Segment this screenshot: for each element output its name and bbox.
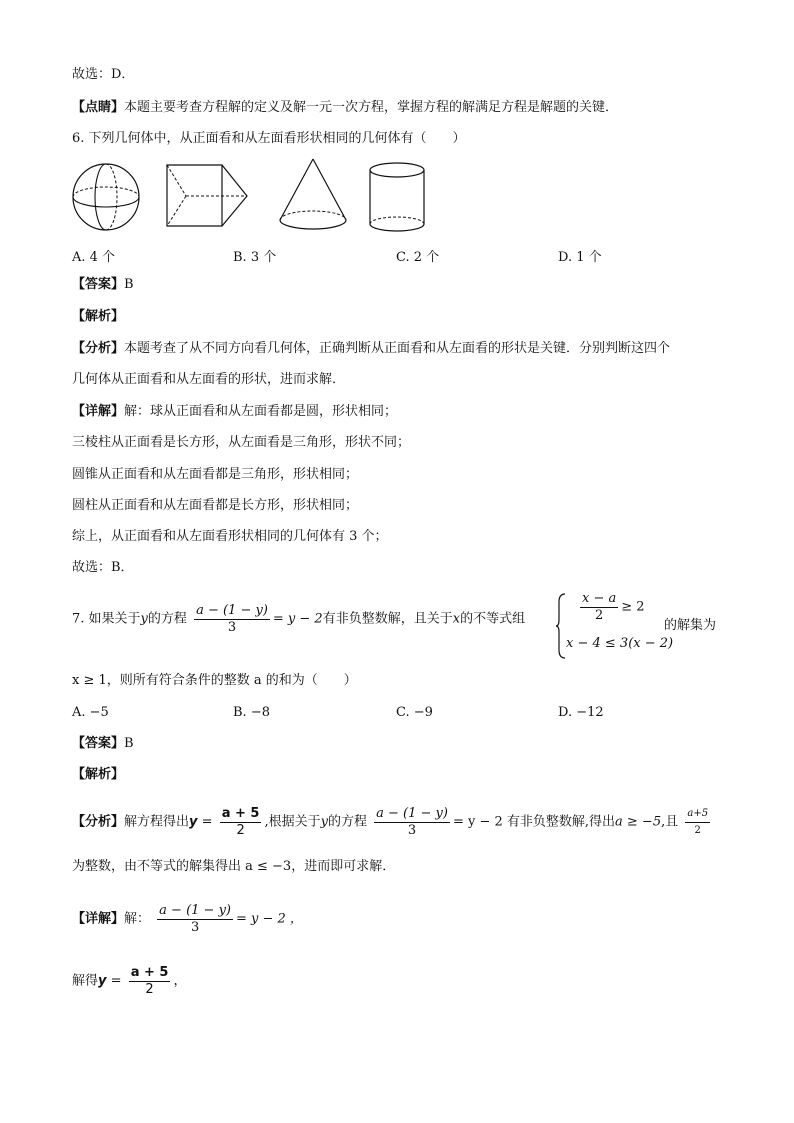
analysis-7-line-1 — [72, 806, 713, 838]
question-6: 6. 下列几何体中，从正面看和从左面看形状相同的几何体有（ ） — [72, 131, 466, 146]
equals-sign: = — [110, 973, 122, 989]
q7-text: 的方程 — [147, 611, 187, 627]
q7-suffix: 的解集为 — [664, 618, 717, 633]
answer-line — [72, 736, 134, 752]
option-c: C. −9 — [396, 705, 433, 720]
fraction-numerator: a + 5 — [221, 806, 260, 821]
fraction-denominator: 2 — [145, 982, 154, 997]
option-a: A. 4 个 — [72, 250, 116, 265]
fraction-denominator: 2 — [594, 608, 604, 623]
system-line-2: x − 4 ≤ 3(x − 2) — [566, 636, 674, 651]
option-a: A. −5 — [72, 705, 109, 720]
fraction-numerator: a − (1 − y) — [376, 806, 448, 821]
fraction-numerator: a − (1 − y) — [159, 903, 231, 918]
fraction-denominator: 2 — [236, 823, 245, 838]
analysis-line-2: 几何体从正面看和从左面看的形状，进而求解． — [72, 372, 346, 387]
q7-equation-fraction — [194, 603, 270, 635]
detail-text: ， — [173, 973, 187, 989]
answer-value: B — [124, 736, 134, 751]
fraction-denominator: 3 — [227, 620, 237, 635]
cone-figure — [276, 156, 350, 236]
option-c: C. 2 个 — [396, 250, 440, 265]
detail-line-5: 综上，从正面看和从左面看形状相同的几何体有 3 个； — [72, 529, 388, 544]
analysis-text: ,根据关于 — [264, 814, 321, 830]
analysis-text: 解方程得出 — [124, 814, 190, 830]
analysis-line-1 — [72, 341, 670, 357]
sphere-figure — [70, 160, 144, 234]
condition: a ≥ −5 — [615, 814, 662, 830]
detail-text: 解：球从正面看和从左面看都是圆，形状相同； — [124, 404, 398, 419]
q7-equation-rhs: = y − 2 — [272, 611, 323, 627]
label-jiexi: 【解析】 — [72, 767, 125, 782]
detail-line-2: 三棱柱从正面看是长方形，从左面看是三角形，形状不同； — [72, 435, 411, 450]
option-b: B. −8 — [233, 705, 270, 720]
detail-line-4: 圆柱从正面看和从左面看都是长方形，形状相同； — [72, 498, 359, 513]
analysis-text: = y − 2 有非负整数解,得出 — [452, 814, 616, 830]
analysis-text: ,且 — [661, 814, 679, 830]
cylinder-figure — [366, 160, 428, 236]
label-detail: 【详解】 — [72, 404, 125, 419]
q7-text: 7. 如果关于 — [72, 611, 141, 627]
fraction — [374, 806, 450, 838]
fraction-denominator: 3 — [190, 920, 200, 935]
detail-line-3: 圆锥从正面看和从左面看都是三角形，形状相同； — [72, 467, 359, 482]
question-7-line-2: x ≥ 1，则所有符合条件的整数 a 的和为（ ） — [72, 673, 357, 688]
label-dianjing: 【点睛】 — [72, 100, 125, 115]
option-b: B. 3 个 — [233, 250, 277, 265]
comment-line — [72, 100, 618, 116]
detail-7-line-1 — [72, 903, 303, 935]
analysis-text: 的方程 — [327, 814, 367, 830]
system-rhs: ≥ 2 — [621, 599, 645, 615]
var-y: y — [98, 973, 107, 989]
fraction-numerator: a + 5 — [130, 965, 169, 980]
text-line: 故选：D． — [72, 67, 135, 82]
system-fraction — [580, 591, 618, 623]
answer-value: B — [124, 277, 134, 292]
comment-text: 本题主要考查方程解的定义及解一元一次方程，掌握方程的解满足方程是解题的关键． — [124, 100, 619, 115]
label-answer: 【答案】 — [72, 736, 125, 751]
fraction — [685, 806, 710, 838]
q7-text: 的不等式组 — [460, 611, 526, 627]
var-y: y — [320, 814, 328, 830]
detail-7-line-2 — [72, 965, 186, 997]
analysis-7-line-2: 为整数，由不等式的解集得出 a ≤ −3，进而即可求解． — [72, 859, 396, 874]
var-y: y — [189, 814, 198, 830]
analysis-text: 本题考查了从不同方向看几何体，正确判断从正面看和从左面看的形状是关键．分别判断这四个 — [124, 341, 671, 356]
fraction-numerator: a+5 — [685, 806, 710, 823]
detail-text: 解得 — [72, 973, 99, 989]
label-answer: 【答案】 — [72, 277, 125, 292]
detail-text: 解： — [124, 911, 151, 927]
option-d: D. 1 个 — [558, 250, 602, 265]
triangular-prism-figure — [164, 162, 252, 234]
label-jiexi: 【解析】 — [72, 309, 125, 324]
option-d: D. −12 — [558, 705, 604, 720]
fraction — [220, 806, 262, 838]
fraction — [129, 965, 171, 997]
equals-sign: = — [201, 814, 213, 830]
system-line-1 — [566, 591, 645, 623]
fraction — [157, 903, 233, 935]
q7-var-x: x — [452, 611, 461, 627]
question-7-line-1 — [72, 603, 525, 635]
label-analysis: 【分析】 — [72, 341, 125, 356]
answer-line — [72, 277, 134, 293]
label-analysis: 【分析】 — [72, 814, 125, 830]
fraction-numerator: x − a — [582, 591, 617, 606]
q7-var-y: y — [140, 611, 148, 627]
detail-line-1 — [72, 404, 397, 420]
fraction-denominator: 2 — [694, 825, 701, 836]
detail-line-6: 故选：B． — [72, 560, 134, 575]
label-detail: 【详解】 — [72, 911, 125, 927]
fraction-denominator: 3 — [407, 823, 417, 838]
q7-text: 有非负整数解，且关于 — [322, 611, 453, 627]
equation-rhs: = y − 2 ， — [236, 911, 303, 927]
fraction-numerator: a − (1 − y) — [196, 603, 268, 618]
